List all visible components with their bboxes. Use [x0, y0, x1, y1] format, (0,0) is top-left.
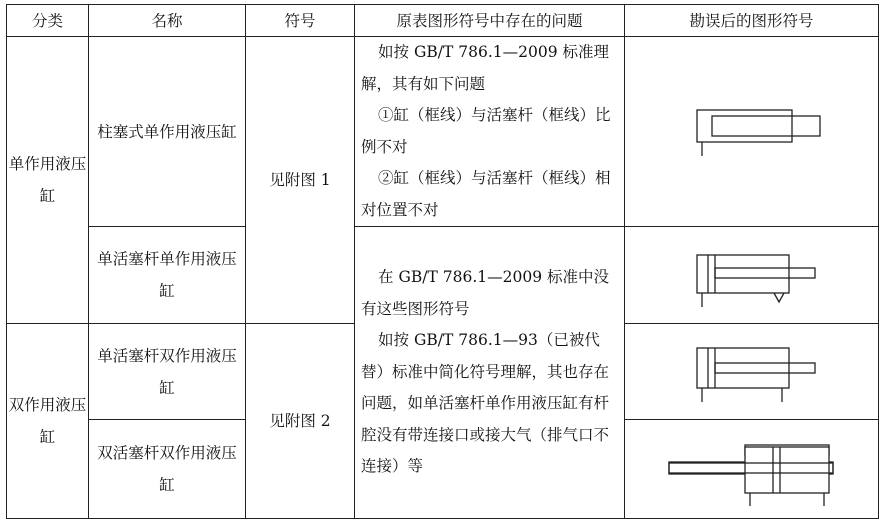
header-category: 分类	[7, 5, 89, 37]
name-plunger-single-acting: 柱塞式单作用液压缸	[97, 122, 237, 141]
header-name: 名称	[89, 5, 246, 37]
category-cell-double	[7, 324, 89, 519]
name-cell	[89, 227, 246, 324]
symbol-ref-cell-2	[246, 324, 355, 519]
cylinder-symbol-errata-table	[6, 4, 879, 519]
name-single-rod-double-acting: 单活塞杆双作用液压缸	[97, 346, 237, 397]
problem-2-line-1: 在 GB/T 786.1—2009 标准中没有这些图形符号	[361, 268, 609, 318]
name-double-rod-double-acting: 双活塞杆双作用液压缸	[97, 444, 237, 494]
corrected-symbol-cell	[625, 324, 879, 420]
single-rod-double-acting-cylinder-icon	[682, 332, 822, 412]
table-row	[7, 227, 879, 324]
corrected-symbol-cell	[625, 37, 879, 227]
table-container	[6, 4, 878, 517]
symbol-ref-cell-1	[246, 37, 355, 324]
category-double-acting: 双作用液压缸	[8, 396, 87, 446]
table-row	[7, 37, 879, 227]
problem-2-line-2: 如按 GB/T 786.1—93（已被代替）标准中简化符号理解，其也存在问题，如单活塞杆单作用液压缸有杆腔没有带连接口或接大气（排气口不连接）等	[361, 331, 610, 476]
name-cell	[89, 37, 246, 227]
problem-1-line-1: 如按 GB/T 786.1—2009 标准理解，其有如下问题	[361, 43, 609, 93]
category-cell-single	[7, 37, 89, 324]
corrected-symbol-cell	[625, 420, 879, 519]
header-symbol: 符号	[246, 5, 355, 37]
category-single-acting: 单作用液压缸	[8, 155, 87, 205]
name-cell	[89, 324, 246, 420]
header-problem: 原表图形符号中存在的问题	[355, 5, 625, 37]
symbol-ref-fig2: 见附图 2	[269, 412, 331, 430]
single-rod-single-acting-cylinder-icon	[682, 235, 822, 315]
problem-1-line-2: ①缸（框线）与活塞杆（框线）比例不对	[361, 106, 611, 156]
symbol-ref-fig1: 见附图 1	[269, 171, 331, 189]
plunger-single-acting-cylinder-icon	[682, 92, 822, 172]
header-row	[7, 5, 879, 37]
name-cell	[89, 420, 246, 519]
header-corrected-symbol: 勘误后的图形符号	[625, 5, 879, 37]
name-single-rod-single-acting: 单活塞杆单作用液压缸	[97, 250, 237, 300]
problem-1-line-3: ②缸（框线）与活塞杆（框线）相对位置不对	[361, 169, 611, 219]
corrected-symbol-cell	[625, 227, 879, 324]
double-rod-double-acting-cylinder-icon	[667, 429, 837, 509]
problem-cell-1	[355, 37, 625, 227]
problem-cell-2	[355, 227, 625, 519]
